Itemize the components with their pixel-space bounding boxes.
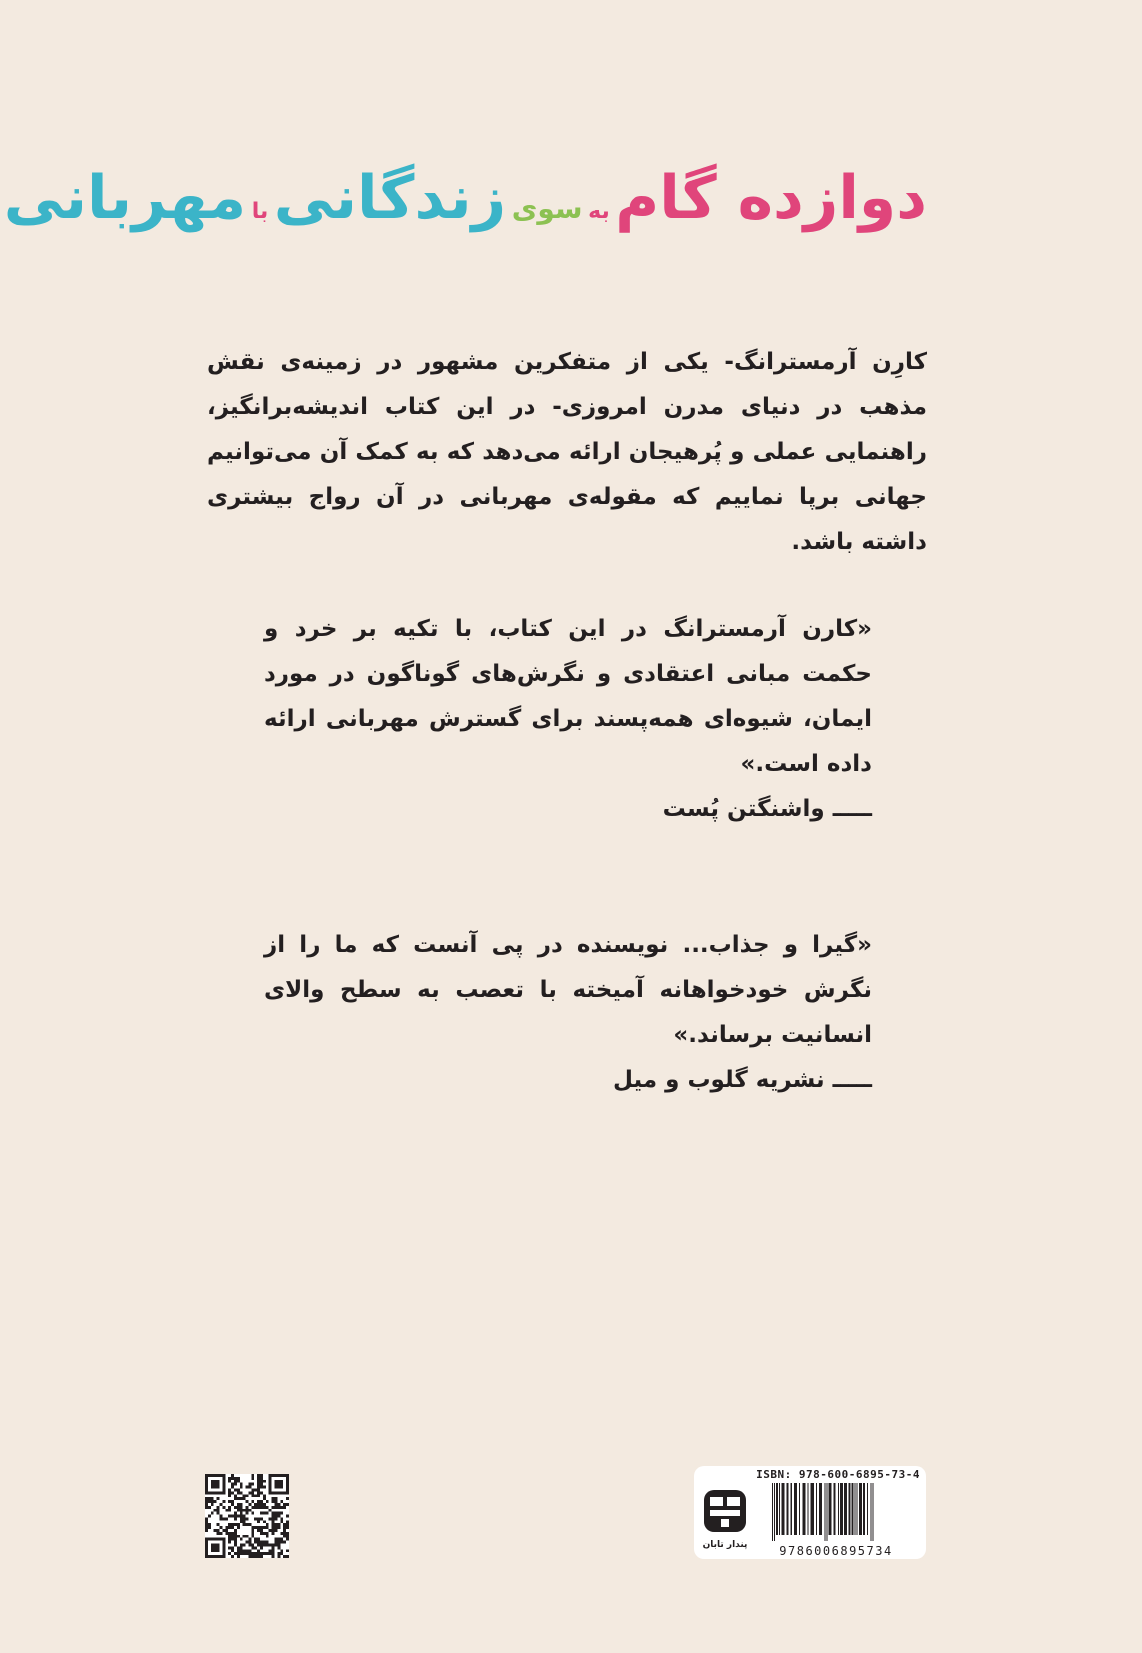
intro-paragraph: کارِن آرمسترانگ- یکی از متفکرین مشهور در زمینه‌ی نقش مذهب در دنیای مدرن امروزی- در این کتاب اندیشه‌برانگیز، راهنمایی عملی و پُرهیجان ارائه می‌دهد که به کمک آن می‌توانیم جهانی برپا نماییم که مقوله‌ی مهربانی در آن رواج بیشتری داشته باشد. bbox=[207, 349, 927, 555]
blurb-quote bbox=[264, 923, 872, 1103]
title-part-to: به bbox=[588, 199, 610, 224]
blurb-quote bbox=[264, 607, 872, 832]
barcode-bars bbox=[770, 1483, 916, 1541]
title-part-twelve-steps: دوازده گام bbox=[615, 163, 927, 233]
quote-source: ـــــ نشریه گلوب و میل bbox=[612, 1067, 872, 1093]
book-title bbox=[3, 163, 927, 233]
isbn-barcode-box bbox=[694, 1466, 926, 1559]
ean-digits: 9786006895734 bbox=[779, 1544, 893, 1558]
publisher-name: پندار تابان bbox=[702, 1540, 748, 1550]
isbn-label: ISBN: 978-600-6895-73-4 bbox=[756, 1468, 920, 1481]
qr-code bbox=[205, 1474, 289, 1558]
quote-text: «گیرا و جذاب... نویسنده در پی آنست که ما را از نگرش خودخواهانه آمیخته با تعصب به سطح والای انسانیت برساند.» bbox=[264, 932, 872, 1048]
title-part-toward: سوی bbox=[511, 192, 583, 225]
title-part-with: با bbox=[251, 199, 269, 224]
title-part-life: زندگانی bbox=[273, 163, 507, 233]
publisher-logo-icon bbox=[700, 1486, 750, 1536]
quote-source: ـــــ واشنگتن پُست bbox=[662, 796, 872, 822]
quote-text: «کارن آرمسترانگ در این کتاب، با تکیه بر خرد و حکمت مبانی اعتقادی و نگرش‌های گوناگون در مورد ایمان، شیوه‌ای همه‌پسند برای گسترش مهربانی ارائه داده است.» bbox=[264, 616, 872, 777]
title-part-compassion: مهربانی bbox=[3, 163, 247, 233]
